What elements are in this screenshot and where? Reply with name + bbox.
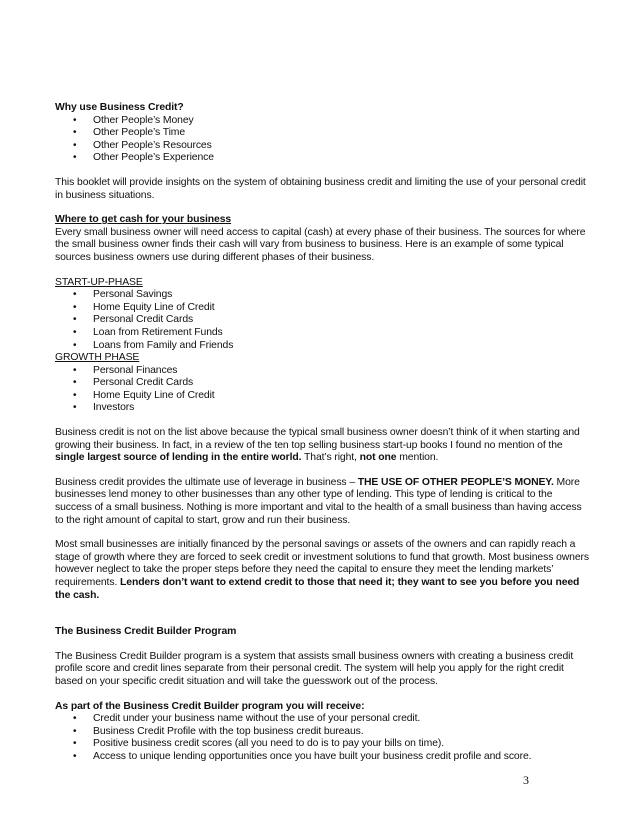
startup-list: [55, 289, 590, 352]
where-paragraph: Every small business owner will need access to capital (cash) at every phase of their business. The sources for where the small business owner finds their cash will vary from business to business. Here is an example of some typical sources business owners use during different phases of their business.: [55, 226, 586, 263]
bold-run: single largest source of lending in the entire world.: [55, 452, 302, 464]
page-number: 3: [523, 773, 529, 787]
list-item: • Loans from Family and Friends: [55, 340, 590, 353]
page-content: [55, 102, 590, 764]
list-item: • Other People’s Money: [55, 115, 590, 128]
text-run: That’s right,: [301, 452, 360, 464]
list-item: • Business Credit Profile with the top business credit bureaus.: [55, 726, 590, 739]
list-item: • Investors: [55, 402, 590, 415]
list-item: • Access to unique lending opportunities once you have built your business credit profile and score.: [55, 751, 590, 764]
bold-run: not one: [359, 452, 397, 464]
list-item: • Credit under your business name without the use of your personal credit.: [55, 713, 590, 726]
list-item: • Personal Credit Cards: [55, 377, 590, 390]
bold-run: THE USE OF OTHER PEOPLE’S MONEY.: [357, 476, 554, 488]
bold-run: Lenders don’t want to extend credit to those that need it; they want to see you before you need the cash.: [55, 577, 580, 601]
list-item: • Personal Credit Cards: [55, 314, 590, 327]
where-heading: Where to get cash for your business: [55, 214, 232, 226]
startup-heading: START-UP-PHASE: [55, 276, 143, 288]
list-item: • Loan from Retirement Funds: [55, 327, 590, 340]
program-paragraph: The Business Credit Builder program is a system that assists small business owners with creating a business credit profile score and credit lines separate from their personal credit. The system will help you apply for the right credit based on your specific credit situation and will take the guesswork out of the process.: [55, 650, 574, 687]
list-item: • Other People’s Resources: [55, 140, 590, 153]
financing-paragraph: [55, 539, 590, 602]
leverage-paragraph: [55, 477, 590, 527]
growth-heading: GROWTH PHASE: [55, 352, 140, 364]
text-run: Most small businesses are initially financed by the personal savings or assets of the owners and can rapidly reach a stage of growth where they are forced to seek credit or investment solutions to fund that growth. Most business owners however neglect to take the proper steps before they need the capital to ensure they meet the lending markets’ requirements.: [55, 539, 589, 588]
text-run: Business credit is not on the list above because the typical small business owner doesn’t think of it when starting and growing their business. In fact, in a review of the ten top selling business start-up books I found no mention of the: [55, 427, 580, 451]
program-heading: The Business Credit Builder Program: [55, 626, 237, 638]
list-item: • Home Equity Line of Credit: [55, 302, 590, 315]
business-credit-paragraph: [55, 427, 590, 465]
text-run: More businesses lend money to other businesses than any other type of lending. This type of lending is critical to the success of a small business. Nothing is more important and vital to the health of a small business than having access to the right amount of capital to start, grow and run their business.: [55, 476, 582, 526]
list-item: • Other People’s Experience: [55, 152, 590, 165]
list-item: • Personal Savings: [55, 289, 590, 302]
growth-list: [55, 365, 590, 415]
intro-paragraph: This booklet will provide insights on the system of obtaining business credit and limiting the use of your personal credit in business situations.: [55, 176, 586, 201]
text-run: Business credit provides the ultimate use of leverage in business –: [55, 476, 358, 488]
why-list: [55, 115, 590, 165]
why-heading: Why use Business Credit?: [55, 102, 184, 113]
text-run: mention.: [396, 452, 439, 464]
receive-list: [55, 713, 590, 763]
receive-heading: As part of the Business Credit Builder program you will receive:: [55, 700, 365, 712]
list-item: • Positive business credit scores (all you need to do is to pay your bills on time).: [55, 738, 590, 751]
list-item: • Home Equity Line of Credit: [55, 390, 590, 403]
list-item: • Other People’s Time: [55, 127, 590, 140]
list-item: • Personal Finances: [55, 365, 590, 378]
